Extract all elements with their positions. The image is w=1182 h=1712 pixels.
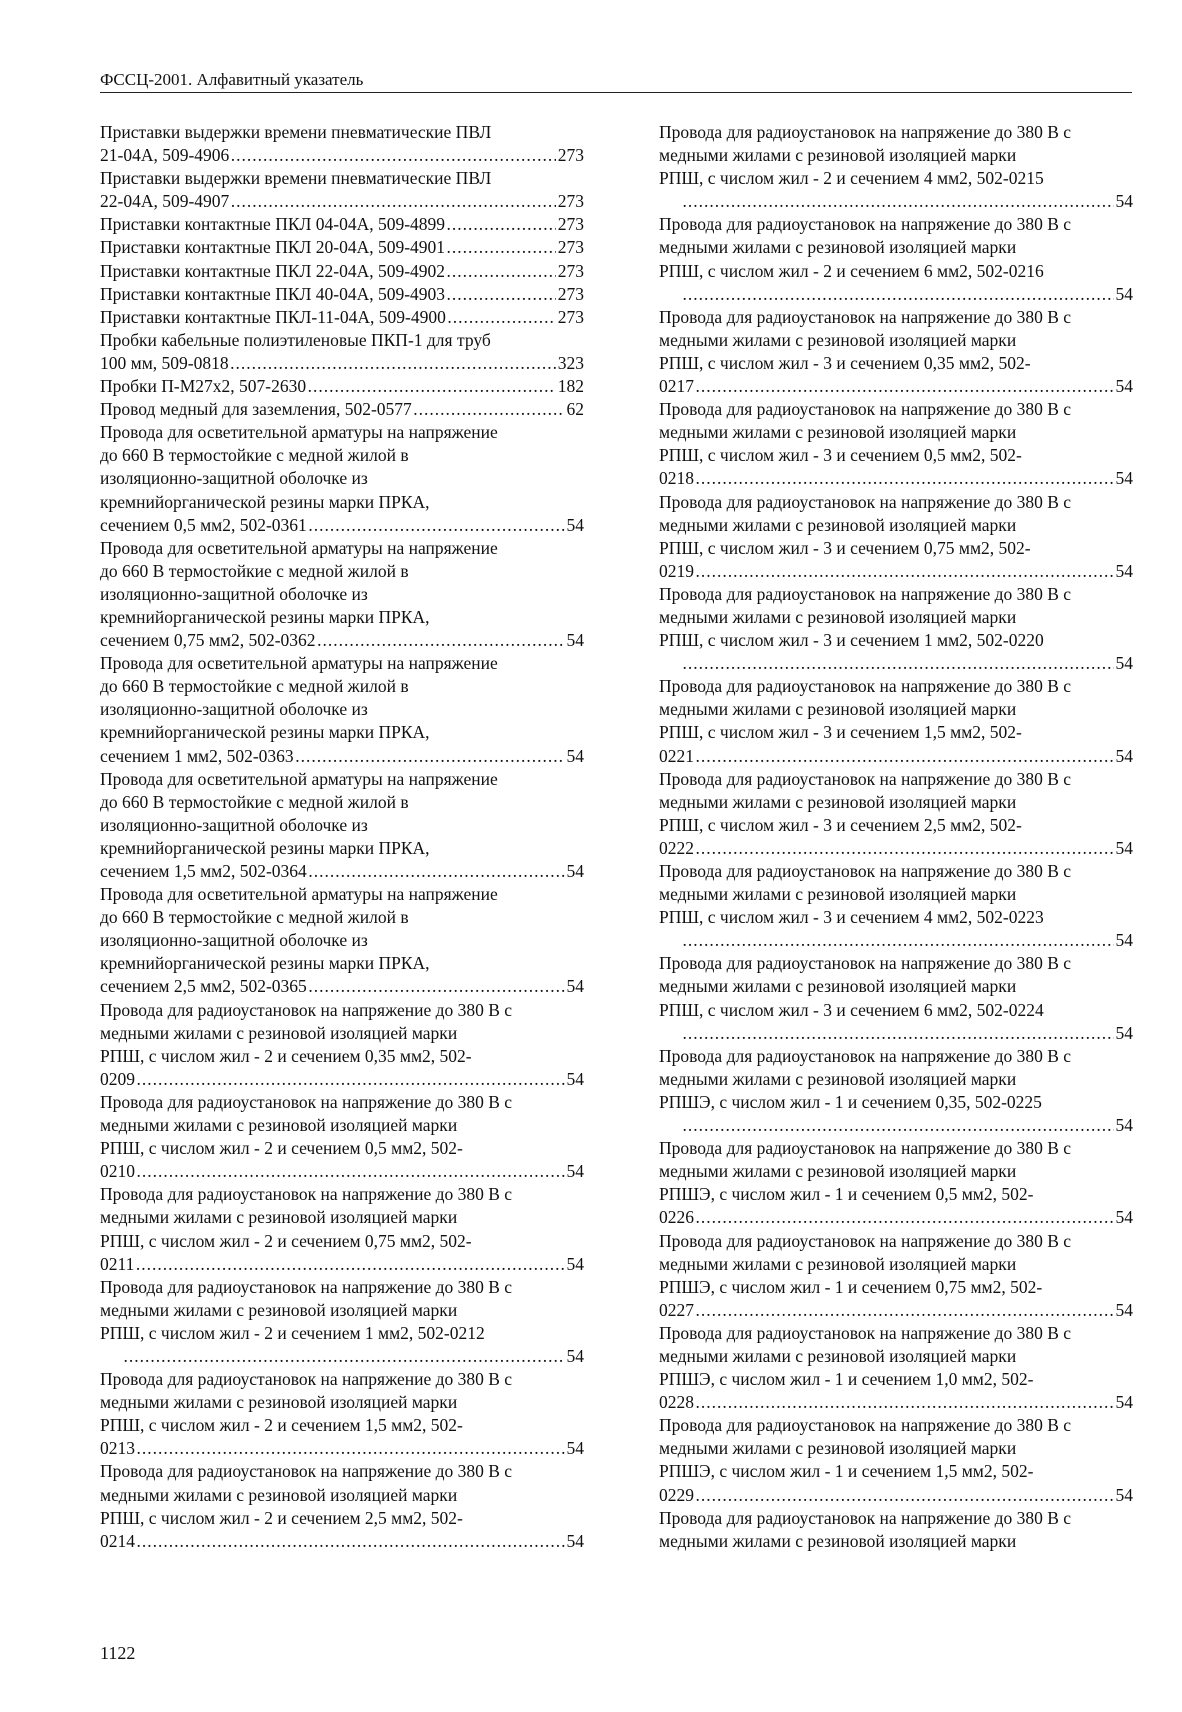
index-entry-text-line: Провода для радиоустановок на напряжение до 380 В с: [659, 676, 1072, 697]
index-entry: [100, 375, 584, 398]
index-entry-final-line: [681, 1114, 1133, 1137]
index-entry-text-line: РПШЭ, с числом жил - 1 и сечением 0,75 мм2, 502-: [659, 1276, 1043, 1297]
index-entry-page-ref: 54: [566, 514, 584, 535]
dot-leader: [683, 283, 1114, 306]
index-entry: [659, 1322, 1133, 1414]
index-entry-text-line: РПШ, с числом жил - 3 и сечением 1,5 мм2, 502-: [659, 722, 1022, 743]
dot-leader: [318, 629, 565, 652]
index-entry-text-line: РПШ, с числом жил - 2 и сечением 1,5 мм2, 502-: [100, 1415, 463, 1436]
index-entry-text-line: 0218: [659, 468, 694, 489]
index-entry-text-line: до 660 В термостойкие с медной жилой в: [100, 560, 409, 581]
index-entry-page-ref: 54: [566, 1345, 584, 1366]
index-entry-text-line: 0213: [100, 1438, 135, 1459]
index-entry-final-line: [100, 1160, 584, 1183]
index-entry-text-line: Провода для осветительной арматуры на напряжение: [100, 537, 498, 558]
index-entry: [659, 1507, 1133, 1553]
dot-leader: [696, 1299, 1114, 1322]
index-entry-text-line: изоляционно-защитной оболочке из: [100, 930, 368, 951]
index-entry-text-line: медными жилами с резиновой изоляцией марки: [659, 606, 1017, 627]
index-entry-page-ref: 54: [1115, 376, 1133, 397]
dot-leader: [683, 1114, 1114, 1137]
index-entry-final-line: [100, 514, 584, 537]
index-entry-text-line: медными жилами с резиновой изоляцией марки: [100, 1299, 458, 1320]
index-entry-text-line: 0222: [659, 837, 694, 858]
index-entry: [100, 999, 584, 1091]
index-entry-text-line: кремнийорганической резины марки ПРКА,: [100, 491, 430, 512]
index-entry-text-line: Провода для радиоустановок на напряжение до 380 В с: [659, 1138, 1072, 1159]
index-entry-page-ref: 323: [557, 352, 584, 373]
index-entry-text-line: кремнийорганической резины марки ПРКА,: [100, 722, 430, 743]
index-entry: [659, 768, 1133, 860]
index-entry-text-line: РПШЭ, с числом жил - 1 и сечением 1,5 мм2, 502-: [659, 1461, 1034, 1482]
index-entry-text-line: Провода для радиоустановок на напряжение до 380 В с: [659, 306, 1072, 327]
index-entry-text-line: Провода для осветительной арматуры на напряжение: [100, 653, 498, 674]
index-entry-text-line: изоляционно-защитной оболочке из: [100, 699, 368, 720]
dot-leader: [683, 1022, 1114, 1045]
index-entry-page-ref: 273: [557, 191, 584, 212]
index-entry-final-line: [681, 1022, 1133, 1045]
index-entry: [659, 860, 1133, 952]
index-entry-text-line: кремнийорганической резины марки ПРКА,: [100, 953, 430, 974]
index-entry-final-line: [100, 236, 584, 259]
index-entry-text-line: медными жилами с резиновой изоляцией марки: [659, 1068, 1017, 1089]
index-entry-text-line: медными жилами с резиновой изоляцией марки: [100, 1022, 458, 1043]
index-entry: [100, 768, 584, 883]
index-entry-page-ref: 54: [1115, 745, 1133, 766]
index-entry-text-line: медными жилами с резиновой изоляцией марки: [659, 514, 1017, 535]
index-entry-text-line: Приставки контактные ПКЛ 40-04А, 509-4903: [100, 283, 446, 304]
index-entry-text-line: медными жилами с резиновой изоляцией марки: [659, 1253, 1017, 1274]
index-entry-text-line: 0226: [659, 1207, 694, 1228]
index-entry-text-line: медными жилами с резиновой изоляцией марки: [100, 1484, 458, 1505]
index-entry: [100, 883, 584, 998]
page-header-title: ФССЦ-2001. Алфавитный указатель: [100, 70, 364, 89]
index-entry-page-ref: 54: [1115, 283, 1133, 304]
index-entry-text-line: 22-04А, 509-4907: [100, 191, 230, 212]
index-entry-final-line: [100, 190, 584, 213]
index-entry-final-line: [100, 860, 584, 883]
index-entry-text-line: 21-04А, 509-4906: [100, 145, 230, 166]
index-entry-text-line: РПШ, с числом жил - 2 и сечением 4 мм2, 502-0215: [659, 168, 1044, 189]
index-entry-page-ref: 54: [566, 1068, 584, 1089]
index-entry-final-line: [100, 1530, 584, 1553]
index-entry-text-line: РПШЭ, с числом жил - 1 и сечением 0,35, 502-0225: [659, 1091, 1042, 1112]
dot-leader: [137, 1160, 565, 1183]
index-entry-text-line: РПШ, с числом жил - 3 и сечением 0,5 мм2, 502-: [659, 445, 1022, 466]
index-entry-text-line: 0227: [659, 1299, 694, 1320]
index-entry-text-line: медными жилами с резиновой изоляцией марки: [659, 1345, 1017, 1366]
index-entry-text-line: медными жилами с резиновой изоляцией марки: [659, 237, 1017, 258]
page-number: 1122: [100, 1643, 136, 1663]
index-entry-text-line: медными жилами с резиновой изоляцией марки: [659, 791, 1017, 812]
index-entry-text-line: Провода для радиоустановок на напряжение до 380 В с: [659, 1507, 1072, 1528]
index-entry: [659, 491, 1133, 583]
index-entry-page-ref: 273: [557, 214, 584, 235]
index-entry: [659, 675, 1133, 767]
index-entry-page-ref: 54: [1115, 191, 1133, 212]
index-entry-text-line: Приставки выдержки времени пневматические ПВЛ: [100, 168, 492, 189]
index-entry-text-line: Приставки выдержки времени пневматические ПВЛ: [100, 122, 492, 142]
dot-leader: [136, 1253, 564, 1276]
index-entry-text-line: Провода для радиоустановок на напряжение до 380 В с: [100, 1091, 513, 1112]
index-entry-text-line: 0219: [659, 560, 694, 581]
index-entry-final-line: [122, 1345, 584, 1368]
index-entry-page-ref: 182: [557, 376, 584, 397]
index-entry-page-ref: 54: [1115, 1115, 1133, 1136]
index-entry: [100, 306, 584, 329]
dot-leader: [447, 213, 556, 236]
index-entry-text-line: Провода для радиоустановок на напряжение до 380 В с: [659, 1230, 1072, 1251]
index-entry-final-line: [100, 975, 584, 998]
index-entry-text-line: медными жилами с резиновой изоляцией марки: [659, 1438, 1017, 1459]
index-entry: [659, 583, 1133, 675]
index-entry: [659, 306, 1133, 398]
index-entry-final-line: [681, 283, 1133, 306]
dot-leader: [696, 837, 1114, 860]
index-entry-text-line: РПШ, с числом жил - 2 и сечением 6 мм2, 502-0216: [659, 260, 1044, 281]
index-entry: [659, 121, 1133, 213]
index-entry-text-line: РПШ, с числом жил - 2 и сечением 2,5 мм2, 502-: [100, 1507, 463, 1528]
dot-leader: [683, 929, 1114, 952]
index-entry-page-ref: 62: [566, 399, 584, 420]
index-entry-text-line: Провода для радиоустановок на напряжение до 380 В с: [659, 214, 1072, 235]
index-entry: [659, 398, 1133, 490]
index-entry-text-line: медными жилами с резиновой изоляцией марки: [659, 422, 1017, 443]
index-entry-page-ref: 54: [1115, 560, 1133, 581]
index-entry: [659, 952, 1133, 1044]
index-entry-final-line: [659, 1299, 1133, 1322]
index-entry-text-line: РПШ, с числом жил - 2 и сечением 0,5 мм2, 502-: [100, 1138, 463, 1159]
index-entry-text-line: кремнийорганической резины марки ПРКА,: [100, 606, 430, 627]
index-entry-text-line: до 660 В термостойкие с медной жилой в: [100, 676, 409, 697]
index-entry-text-line: РПШ, с числом жил - 3 и сечением 1 мм2, 502-0220: [659, 630, 1044, 651]
dot-leader: [683, 190, 1114, 213]
index-entry-text-line: Провода для осветительной арматуры на напряжение: [100, 884, 498, 905]
index-entry-text-line: 0210: [100, 1161, 135, 1182]
index-entry-text-line: Приставки контактные ПКЛ 22-04А, 509-4902: [100, 260, 446, 281]
index-entry-final-line: [659, 837, 1133, 860]
dot-leader: [137, 1437, 565, 1460]
index-entry-final-line: [100, 352, 584, 375]
index-entry-final-line: [100, 629, 584, 652]
index-entry-text-line: Провода для радиоустановок на напряжение до 380 В с: [659, 768, 1072, 789]
dot-leader: [696, 560, 1114, 583]
index-entry-text-line: Провода для радиоустановок на напряжение до 380 В с: [659, 953, 1072, 974]
index-entry-text-line: РПШЭ, с числом жил - 1 и сечением 1,0 мм2, 502-: [659, 1369, 1034, 1390]
dot-leader: [696, 467, 1114, 490]
index-entry-text-line: РПШ, с числом жил - 3 и сечением 6 мм2, 502-0224: [659, 999, 1044, 1020]
index-entry-final-line: [681, 190, 1133, 213]
dot-leader: [308, 375, 556, 398]
dot-leader: [696, 745, 1114, 768]
index-entry-final-line: [100, 398, 584, 421]
index-entry: [100, 167, 584, 213]
index-entry-page-ref: 54: [566, 1530, 584, 1551]
index-entry-text-line: Провода для радиоустановок на напряжение до 380 В с: [100, 999, 513, 1020]
index-entry-page-ref: 54: [566, 630, 584, 651]
page-header: [100, 70, 1132, 93]
index-entry: [659, 1414, 1133, 1506]
index-entry-final-line: [659, 745, 1133, 768]
index-entry: [100, 1368, 584, 1460]
dot-leader: [309, 860, 565, 883]
dot-leader: [137, 1068, 565, 1091]
index-entry-page-ref: 54: [566, 976, 584, 997]
index-entry-text-line: Провод медный для заземления, 502-0577: [100, 399, 412, 420]
index-entry-final-line: [100, 306, 584, 329]
index-entry-final-line: [100, 1253, 584, 1276]
index-entry-text-line: Провода для радиоустановок на напряжение до 380 В с: [100, 1369, 513, 1390]
index-entry-text-line: Провода для радиоустановок на напряжение до 380 В с: [659, 1322, 1072, 1343]
dot-leader: [448, 306, 556, 329]
index-entry: [659, 1045, 1133, 1137]
index-entry-text-line: 0211: [100, 1253, 135, 1274]
dot-leader: [447, 236, 556, 259]
dot-leader: [696, 1484, 1114, 1507]
index-entry-text-line: 100 мм, 509-0818: [100, 352, 229, 373]
index-entry-text-line: 0214: [100, 1530, 135, 1551]
index-entry-text-line: Провода для радиоустановок на напряжение до 380 В с: [659, 583, 1072, 604]
index-entry-text-line: РПШ, с числом жил - 2 и сечением 0,75 мм2, 502-: [100, 1230, 472, 1251]
index-entry-page-ref: 54: [1115, 1022, 1133, 1043]
index-entry: [100, 537, 584, 652]
index-entry-text-line: медными жилами с резиновой изоляцией марки: [100, 1392, 458, 1413]
index-entry-text-line: Провода для радиоустановок на напряжение до 380 В с: [659, 1415, 1072, 1436]
index-column-right: [659, 121, 1133, 1553]
index-entry-text-line: Провода для радиоустановок на напряжение до 380 В с: [659, 861, 1072, 881]
index-entry-final-line: [100, 1437, 584, 1460]
index-entry-text-line: медными жилами с резиновой изоляцией марки: [659, 1530, 1017, 1551]
index-entry-text-line: РПШ, с числом жил - 3 и сечением 0,75 мм2, 502-: [659, 537, 1031, 558]
dot-leader: [447, 283, 556, 306]
index-entry-page-ref: 54: [566, 861, 584, 881]
index-entry-page-ref: 273: [557, 145, 584, 166]
dot-leader: [414, 398, 565, 421]
index-entry-page-ref: 54: [1115, 1392, 1133, 1413]
index-entry-text-line: изоляционно-защитной оболочке из: [100, 814, 368, 835]
index-entry-text-line: медными жилами с резиновой изоляцией марки: [659, 145, 1017, 166]
index-entry-text-line: сечением 2,5 мм2, 502-0365: [100, 976, 307, 997]
index-entry-text-line: изоляционно-защитной оболочке из: [100, 583, 368, 604]
index-entry: [100, 213, 584, 236]
index-entry: [100, 329, 584, 375]
index-entry-text-line: кремнийорганической резины марки ПРКА,: [100, 837, 430, 858]
index-entry-final-line: [659, 560, 1133, 583]
index-entry-page-ref: 273: [557, 306, 584, 327]
index-entry-text-line: РПШ, с числом жил - 2 и сечением 0,35 мм2, 502-: [100, 1045, 472, 1066]
index-entry-final-line: [659, 1391, 1133, 1414]
index-entry-text-line: Приставки контактные ПКЛ 20-04А, 509-4901: [100, 237, 446, 258]
index-entry-text-line: сечением 0,5 мм2, 502-0361: [100, 514, 307, 535]
index-entry-page-ref: 54: [1115, 468, 1133, 489]
index-entry-final-line: [681, 929, 1133, 952]
index-entry-page-ref: 54: [1115, 1207, 1133, 1228]
dot-leader: [124, 1345, 565, 1368]
dot-leader: [137, 1530, 565, 1553]
dot-leader: [231, 352, 556, 375]
index-entry-final-line: [100, 213, 584, 236]
index-entry-page-ref: 54: [1115, 653, 1133, 674]
dot-leader: [309, 975, 565, 998]
index-entry-text-line: Провода для радиоустановок на напряжение до 380 В с: [100, 1276, 513, 1297]
index-entry-text-line: Приставки контактные ПКЛ 04-04А, 509-4899: [100, 214, 446, 235]
index-entry-text-line: Провода для радиоустановок на напряжение до 380 В с: [100, 1184, 513, 1205]
index-entry-final-line: [100, 1068, 584, 1091]
dot-leader: [696, 1206, 1114, 1229]
index-entry: [100, 236, 584, 259]
index-entry-text-line: Приставки контактные ПКЛ-11-04А, 509-4900: [100, 306, 446, 327]
index-entry-text-line: медными жилами с резиновой изоляцией марки: [659, 699, 1017, 720]
index-entry-text-line: РПШ, с числом жил - 2 и сечением 1 мм2, 502-0212: [100, 1322, 485, 1343]
index-entry-text-line: до 660 В термостойкие с медной жилой в: [100, 907, 409, 928]
dot-leader: [696, 1391, 1114, 1414]
index-entry-final-line: [659, 1484, 1133, 1507]
index-entry-text-line: медными жилами с резиновой изоляцией марки: [100, 1207, 458, 1228]
index-entry-page-ref: 273: [557, 283, 584, 304]
index-entry-final-line: [100, 745, 584, 768]
index-entry-page-ref: 54: [566, 1438, 584, 1459]
index-entry: [659, 213, 1133, 305]
index-entry-text-line: медными жилами с резиновой изоляцией марки: [659, 329, 1017, 350]
index-entry-text-line: Провода для радиоустановок на напряжение до 380 В с: [659, 122, 1072, 142]
index-entry: [100, 652, 584, 767]
index-entry: [100, 1091, 584, 1183]
index-entry-text-line: сечением 1 мм2, 502-0363: [100, 745, 294, 766]
index-entry-text-line: РПШ, с числом жил - 3 и сечением 0,35 мм2, 502-: [659, 352, 1031, 373]
dot-leader: [309, 514, 565, 537]
index-entry-text-line: сечением 0,75 мм2, 502-0362: [100, 630, 316, 651]
index-entry-text-line: РПШЭ, с числом жил - 1 и сечением 0,5 мм2, 502-: [659, 1184, 1034, 1205]
index-entry-text-line: до 660 В термостойкие с медной жилой в: [100, 445, 409, 466]
index-entry-text-line: медными жилами с резиновой изоляцией марки: [659, 976, 1017, 997]
index-entry-page-ref: 54: [1115, 930, 1133, 951]
index-entry-page-ref: 54: [566, 745, 584, 766]
index-entry: [100, 1460, 584, 1552]
index-entry: [659, 1137, 1133, 1229]
index-entry-page-ref: 54: [1115, 1299, 1133, 1320]
dot-leader: [231, 190, 555, 213]
index-entry-text-line: медными жилами с резиновой изоляцией марки: [100, 1115, 458, 1136]
index-entry-final-line: [659, 375, 1133, 398]
index-entry-final-line: [100, 144, 584, 167]
index-entry-page-ref: 54: [1115, 837, 1133, 858]
index-entry-page-ref: 273: [557, 260, 584, 281]
index-entry-text-line: РПШ, с числом жил - 3 и сечением 4 мм2, 502-0223: [659, 907, 1044, 928]
index-entry: [100, 260, 584, 283]
index-entry-text-line: до 660 В термостойкие с медной жилой в: [100, 791, 409, 812]
index-entry-text-line: Провода для радиоустановок на напряжение до 380 В с: [659, 1045, 1072, 1066]
index-entry-text-line: Провода для осветительной арматуры на напряжение: [100, 422, 498, 443]
index-entry-final-line: [100, 260, 584, 283]
index-entry-text-line: 0229: [659, 1484, 694, 1505]
index-entry-text-line: 0209: [100, 1068, 135, 1089]
index-entry-text-line: сечением 1,5 мм2, 502-0364: [100, 861, 307, 881]
index-column-left: [100, 121, 584, 1553]
index-entry-text-line: 0221: [659, 745, 694, 766]
dot-leader: [447, 260, 556, 283]
index-entry-text-line: Провода для радиоустановок на напряжение до 380 В с: [659, 399, 1072, 420]
index-entry-text-line: РПШ, с числом жил - 3 и сечением 2,5 мм2, 502-: [659, 814, 1022, 835]
index-entry-text-line: Пробки П-М27х2, 507-2630: [100, 376, 307, 397]
index-entry-final-line: [100, 283, 584, 306]
index-entry-page-ref: 54: [566, 1161, 584, 1182]
index-entry: [659, 1230, 1133, 1322]
index-entry-final-line: [681, 652, 1133, 675]
index-entry-text-line: Провода для осветительной арматуры на напряжение: [100, 768, 498, 789]
index-entry-page-ref: 54: [1115, 1484, 1133, 1505]
index-entry: [100, 1276, 584, 1368]
index-entry-text-line: изоляционно-защитной оболочке из: [100, 468, 368, 489]
dot-leader: [296, 745, 565, 768]
index-entry: [100, 121, 584, 167]
index-entry-final-line: [659, 467, 1133, 490]
index-entry: [100, 283, 584, 306]
index-entry-final-line: [659, 1206, 1133, 1229]
index-entry-text-line: 0217: [659, 376, 694, 397]
index-entry-final-line: [100, 375, 584, 398]
index-entry: [100, 398, 584, 421]
index-entry-text-line: медными жилами с резиновой изоляцией марки: [659, 884, 1017, 905]
index-entry: [100, 421, 584, 536]
index-entry-page-ref: 54: [566, 1253, 584, 1274]
index-entry-text-line: 0228: [659, 1392, 694, 1413]
index-entry-text-line: Провода для радиоустановок на напряжение до 380 В с: [659, 491, 1072, 512]
index-entry-text-line: Пробки кабельные полиэтиленовые ПКП-1 для труб: [100, 329, 491, 350]
index-entry: [100, 1183, 584, 1275]
index-entry-text-line: медными жилами с резиновой изоляцией марки: [659, 1161, 1017, 1182]
dot-leader: [696, 375, 1114, 398]
dot-leader: [231, 144, 555, 167]
index-entry-page-ref: 273: [557, 237, 584, 258]
dot-leader: [683, 652, 1114, 675]
index-entry-text-line: Провода для радиоустановок на напряжение до 380 В с: [100, 1461, 513, 1482]
